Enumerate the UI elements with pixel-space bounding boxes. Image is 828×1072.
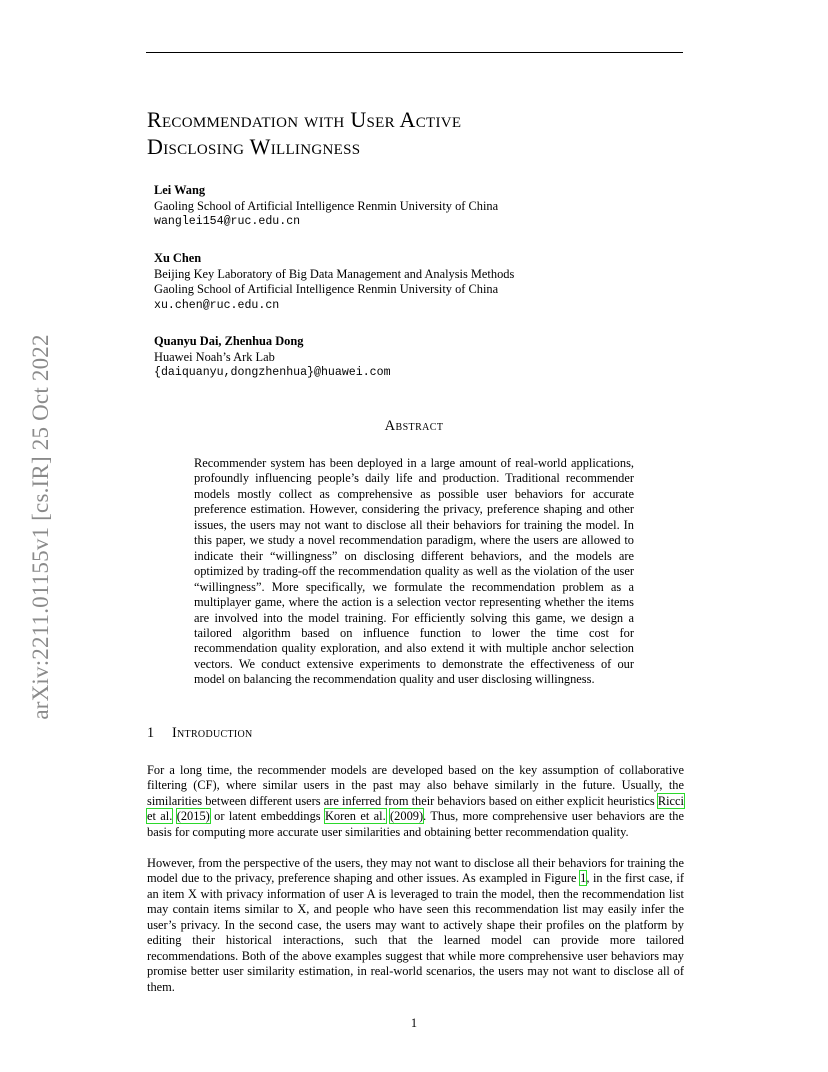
title-line-2: Disclosing Willingness	[147, 134, 361, 159]
paragraph-text: However, from the perspective of the users, they may not want to disclose all their behaviors for training the model due to the privacy, preference shaping and other issues. As exampled in Figure	[147, 856, 684, 886]
citation-year-koren[interactable]: (2009)	[390, 809, 424, 824]
author-block-2	[154, 251, 714, 313]
author-affiliation: Gaoling School of Artificial Intelligence Renmin University of China	[154, 282, 499, 296]
author-email: wanglei154@ruc.edu.cn	[154, 215, 301, 228]
section-number: 1	[147, 725, 155, 741]
paragraph-text: or latent embeddings	[209, 809, 325, 824]
author-email: {daiquanyu,dongzhenhua}@huawei.com	[154, 366, 391, 379]
author-email: xu.chen@ruc.edu.cn	[154, 298, 280, 312]
author-block-3	[154, 334, 714, 381]
author-affiliation: Beijing Key Laboratory of Big Data Management and Analysis Methods	[154, 266, 515, 281]
arxiv-stamp: arXiv:2211.01155v1 [cs.IR] 25 Oct 2022	[28, 334, 53, 720]
section-heading	[147, 725, 253, 742]
intro-paragraph-2	[147, 856, 684, 995]
paragraph-text: For a long time, the recommender models are developed based on the key assumption of collaborative filtering (CF), where similar users in the past may also behave similarly in the future. Usually, the similarities between different users are inferred from their behaviors based on either explicit heuristics	[147, 763, 684, 808]
section-title: Introduction	[172, 725, 253, 741]
citation-link-koren[interactable]: Koren et al.	[324, 809, 386, 824]
page-number: 1	[410, 1016, 418, 1030]
author-affiliation: Gaoling School of Artificial Intelligence Renmin University of China	[154, 198, 499, 213]
abstract-heading: Abstract	[384, 418, 444, 434]
top-rule	[146, 52, 683, 53]
title-line-1: Recommendation with User Active	[147, 107, 462, 132]
author-name: Lei Wang	[154, 183, 206, 197]
citation-link-ricci[interactable]: Ricci et al.	[147, 793, 684, 824]
author-affiliation: Huawei Noah’s Ark Lab	[154, 349, 275, 364]
author-name: Xu Chen	[154, 251, 202, 265]
paper-title	[147, 106, 687, 160]
figure-link-1[interactable]: 1	[580, 871, 587, 886]
author-name: Quanyu Dai, Zhenhua Dong	[154, 334, 304, 348]
paragraph-text: , in the first case, if an item X with privacy information of user A is leveraged to train the model, then the recommendation list may contain items similar to X, and people who have seen this recommendation list may easily infer the user’s privacy. In the second case, the users may want to actively shape their profiles on the platform by editing their historical interactions, such that the learned model can provide more tailored recommendations. Both of the above examples suggest that while more comprehensive user behaviors may promise better user similarity estimation, in real-world scenarios, the users may not want to disclose all of them.	[147, 871, 684, 994]
citation-year-ricci[interactable]: (2015)	[176, 809, 210, 824]
abstract-text: Recommender system has been deployed in a large amount of real-world applications, profoundly influencing people’s daily life and production. Traditional recommender models mostly collect as comprehensive as possible user behaviors for accurate preference estimation. However, considering the privacy, preference shaping and other issues, the users may not want to disclose all their behaviors for training the model. In this paper, we study a novel recommendation paradigm, where the users are allowed to indicate their “willingness” on disclosing different behaviors, and the models are optimized by trading-off the recommendation quality as well as the violation of the user “willingness”. More specifically, we formulate the recommendation problem as a multiplayer game, where the action is a selection vector representing whether the items are involved into the model training. For efficiently solving this game, we design a tailored algorithm based on influence function to lower the time cost for recommendation quality exploration, and also extend it with multiple anchor selection vectors. We conduct extensive experiments to demonstrate the effectiveness of our model on balancing the recommendation quality and user disclosing willingness.	[194, 456, 634, 687]
intro-paragraph-1	[147, 763, 684, 840]
paragraph-text: . Thus, more comprehensive user behaviors are the basis for computing more accurate user similarities and obtaining better recommendation quality.	[147, 809, 684, 839]
author-block-1	[154, 183, 714, 230]
